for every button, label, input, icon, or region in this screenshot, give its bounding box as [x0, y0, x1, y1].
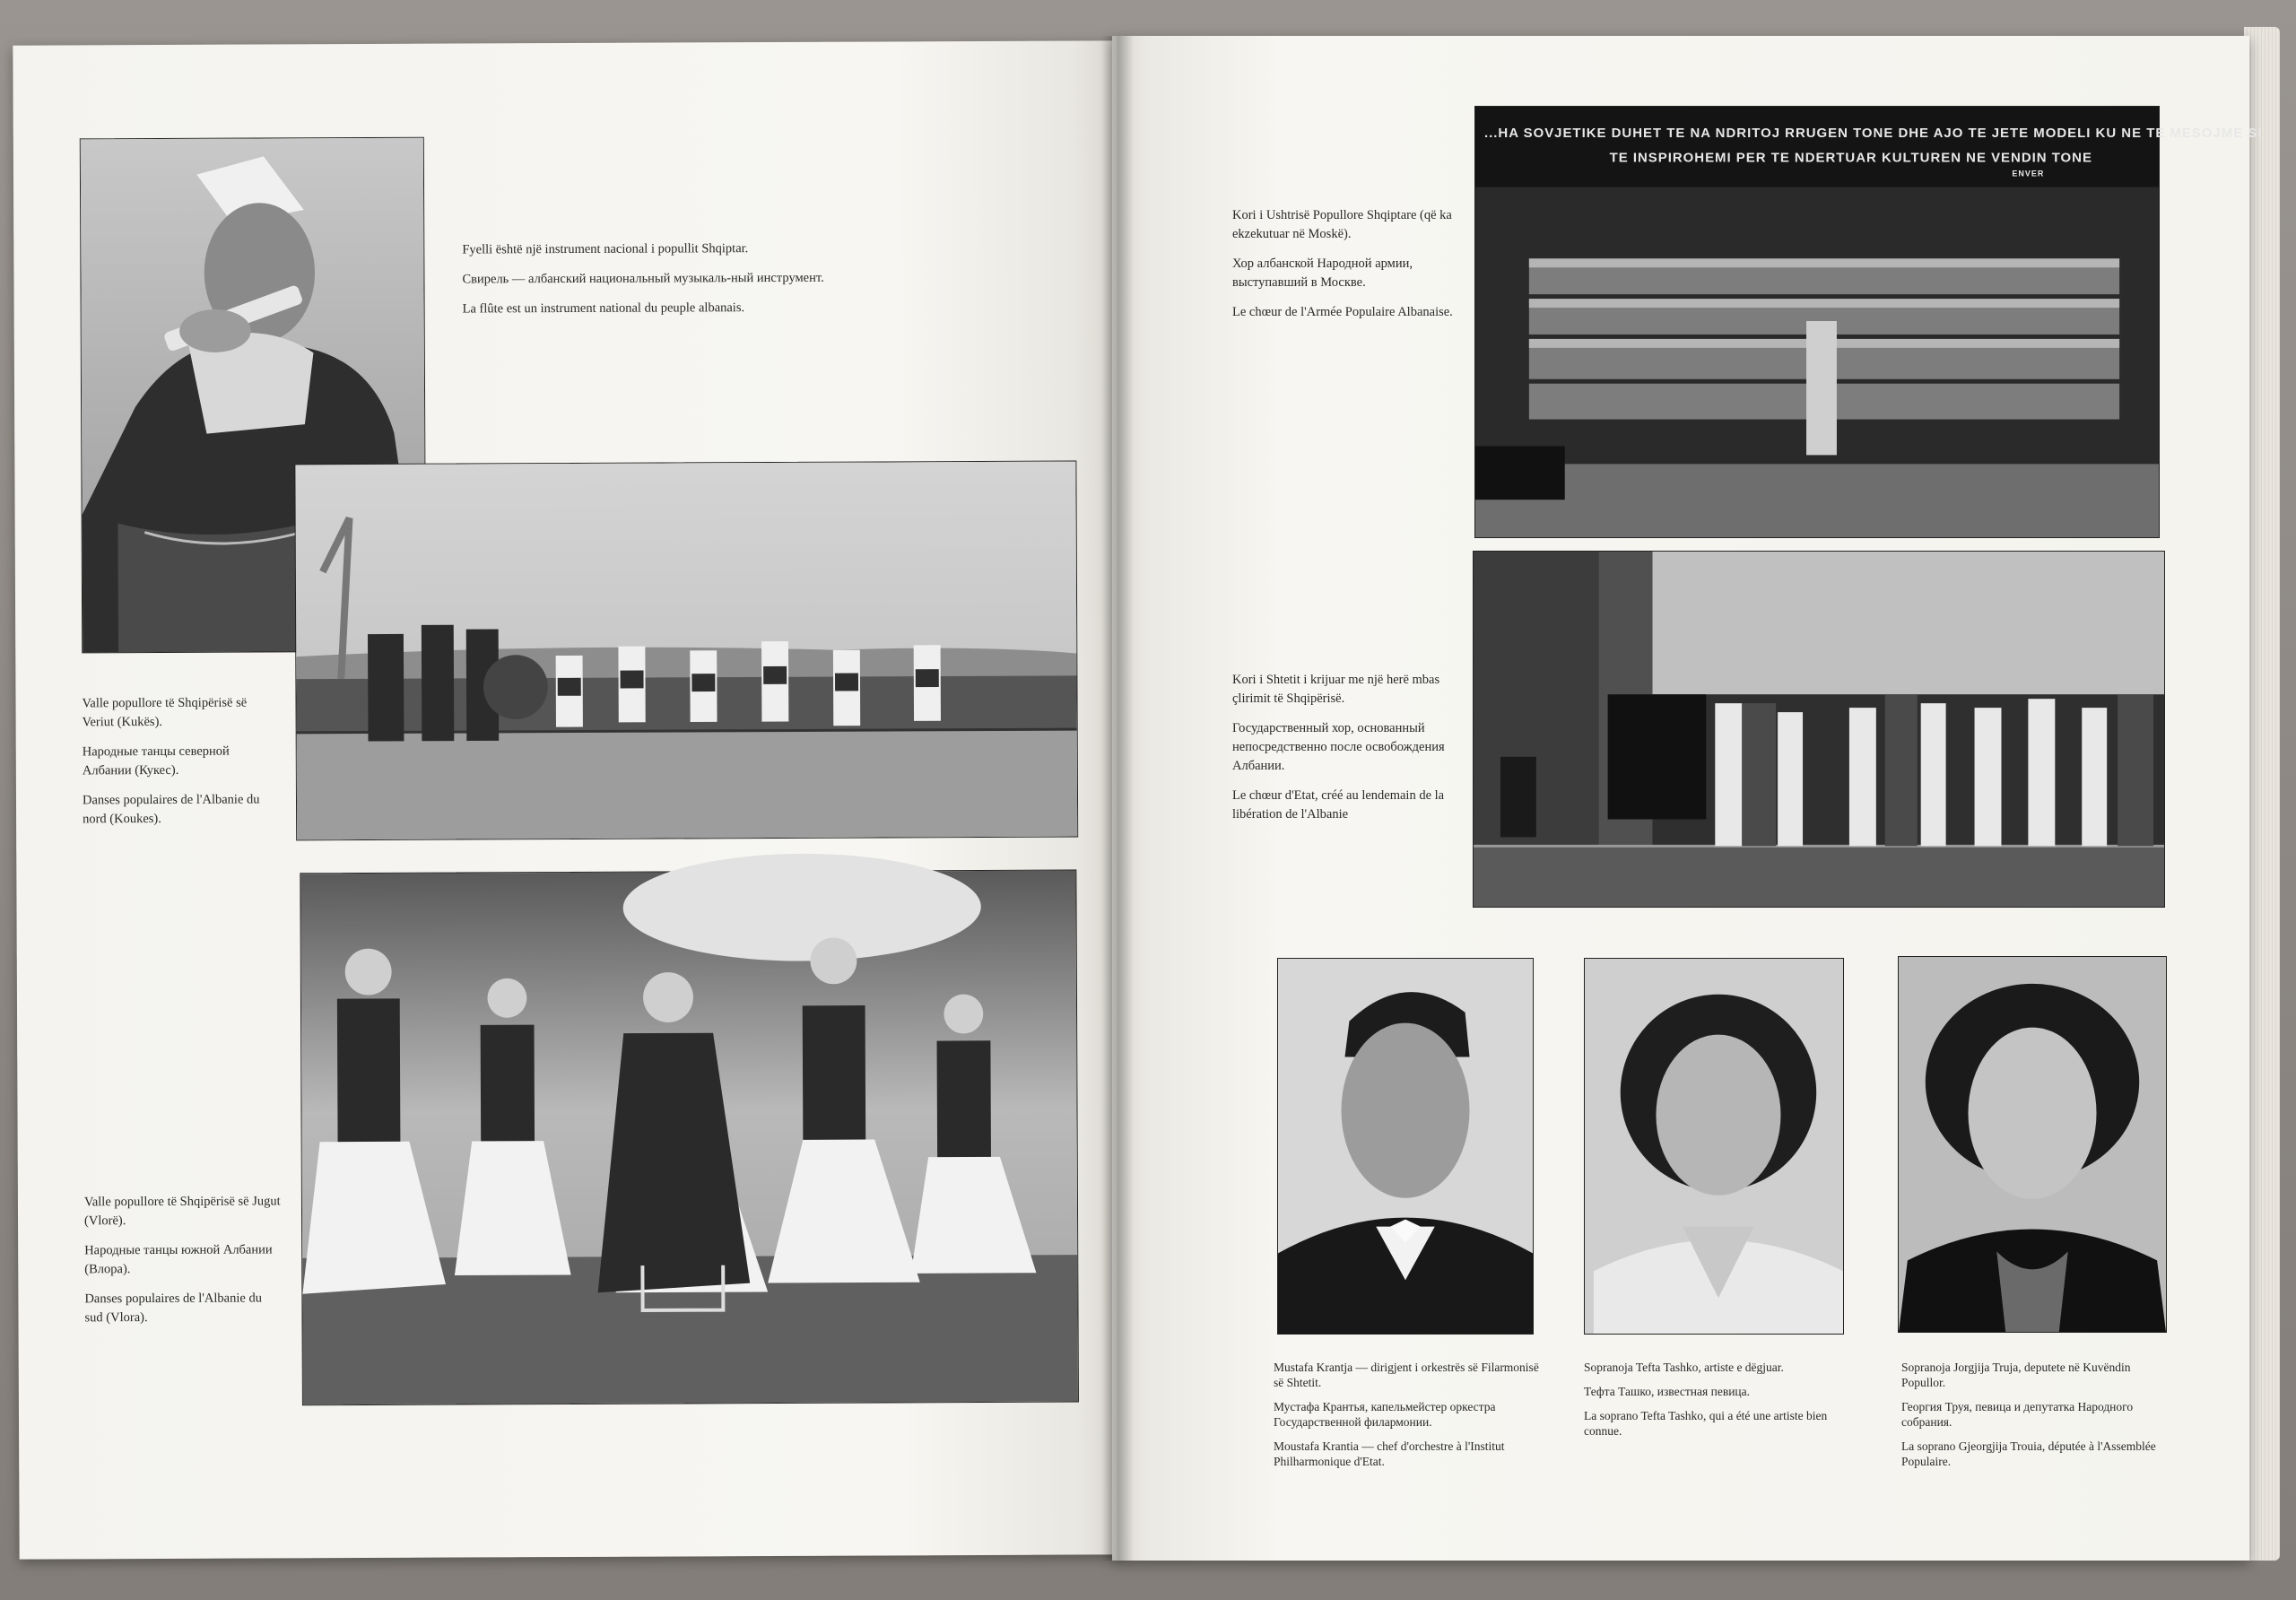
- truja-caption-fr: La soprano Gjeorgjija Trouia, députée à l'Assemblée Populaire.: [1901, 1439, 2156, 1468]
- left-page: [13, 40, 1122, 1559]
- state-choir-caption: [1232, 671, 1457, 835]
- tashko-caption-fr: La soprano Tefta Tashko, qui a été une artiste bien connue.: [1584, 1409, 1828, 1438]
- portrait-krantja: [1277, 958, 1534, 1335]
- flute-caption-fr: La flûte est un instrument national du peuple albanais.: [462, 300, 745, 317]
- book-spine-shadow: [1101, 36, 1134, 1561]
- portrait-caption-krantja: [1274, 1360, 1543, 1478]
- army-choir-caption: [1232, 206, 1457, 333]
- army-choir-caption-ru: Хор албанской Народной армии, выступавший в Москве.: [1232, 257, 1413, 290]
- tashko-caption-sq: Sopranoja Tefta Tashko, artiste e dëgjuar.: [1584, 1361, 1784, 1374]
- south-dance-photo: [300, 870, 1079, 1406]
- portrait-caption-truja: [1901, 1360, 2170, 1478]
- north-dance-caption-fr: Danses populaires de l'Albanie du nord (Koukes).: [82, 792, 260, 827]
- krantja-caption-fr: Moustafa Krantia — chef d'orchestre à l'Institut Philharmonique d'Etat.: [1274, 1439, 1505, 1468]
- banner-signature: ENVER: [2012, 169, 2045, 178]
- portrait-caption-tashko: [1584, 1360, 1853, 1448]
- north-dance-photo: [294, 461, 1078, 841]
- tashko-caption-ru: Тефта Ташко, известная певица.: [1584, 1385, 1751, 1398]
- flute-caption: [462, 239, 839, 330]
- state-choir-caption-fr: Le chœur d'Etat, créé au lendemain de la libération de l'Albanie: [1232, 788, 1445, 822]
- army-choir-caption-sq: Kori i Ushtrisë Popullore Shqiptare (që ka ekzekutuar në Moskë).: [1232, 208, 1452, 241]
- krantja-caption-sq: Mustafa Krantja — dirigjent i orkestrës së Filarmonisë së Shtetit.: [1274, 1361, 1539, 1389]
- state-choir-caption-sq: Kori i Shtetit i krijuar me një herë mbas çlirimit të Shqipërisë.: [1232, 673, 1440, 706]
- flute-caption-ru: Свирель — албанский национальный музыкаль-ный инструмент.: [462, 270, 824, 287]
- south-dance-caption-sq: Valle popullore të Shqipërisë së Jugut (Vlorë).: [83, 1194, 281, 1229]
- south-dance-caption-ru: Народные танцы южной Албании (Влора).: [84, 1242, 273, 1277]
- state-choir-caption-ru: Государственный хор, основанный непосредственно после освобождения Албании.: [1232, 721, 1445, 773]
- flute-caption-sq: Fyelli është një instrument nacional i popullit Shqiptar.: [462, 241, 749, 257]
- right-page: [1112, 36, 2263, 1561]
- south-dance-caption: [84, 1192, 283, 1338]
- truja-caption-ru: Георгия Труя, певица и депутатка Народного собрания.: [1901, 1400, 2134, 1429]
- page-edges: [2244, 27, 2280, 1561]
- north-dance-caption-ru: Народные танцы северной Албании (Кукес).: [82, 743, 230, 778]
- truja-caption-sq: Sopranoja Jorgjija Truja, deputete në Kuvëndin Popullor.: [1901, 1361, 2131, 1389]
- banner-line-1: ...HA SOVJETIKE DUHET TE NA NDRITOJ RRUGEN TONE DHE AJO TE JETE MODELI KU NE TE MESOJME SI: [1483, 125, 2263, 141]
- portrait-tashko: [1584, 958, 1844, 1335]
- north-dance-caption: [82, 693, 280, 839]
- krantja-caption-ru: Мустафа Крантья, капельмейстер оркестра Государственной филармонии.: [1274, 1400, 1496, 1429]
- south-dance-caption-fr: Danses populaires de l'Albanie du sud (Vlora).: [84, 1291, 262, 1326]
- army-choir-photo: [1474, 106, 2263, 538]
- banner-line-2: TE INSPIROHEMI PER TE NDERTUAR KULTUREN NE VENDIN TONE: [1609, 150, 2092, 166]
- army-choir-caption-fr: Le chœur de l'Armée Populaire Albanaise.: [1232, 305, 1453, 319]
- state-choir-photo: [1473, 551, 2165, 908]
- north-dance-caption-sq: Valle popullore të Shqipërisë së Veriut (Kukës).: [82, 695, 248, 730]
- portrait-truja: [1898, 956, 2167, 1333]
